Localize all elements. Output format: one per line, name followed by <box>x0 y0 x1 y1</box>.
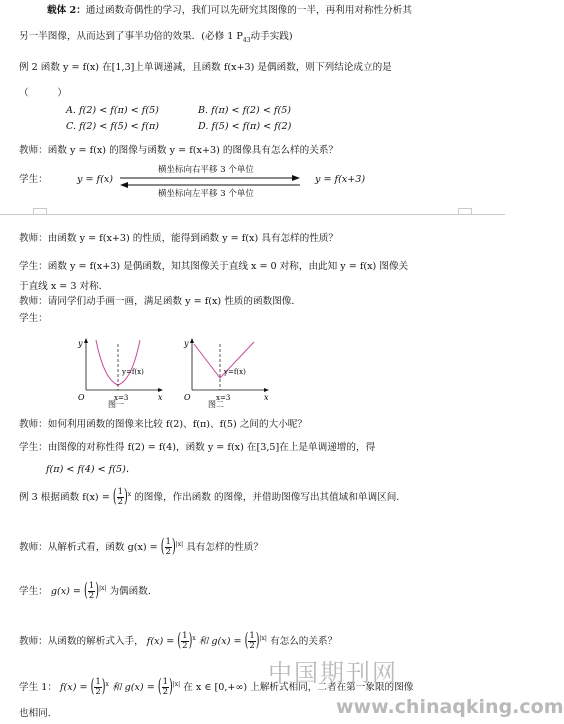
student-answer-2b: 于直线 x = 3 对称． <box>19 281 109 292</box>
teacher-question-6: 教师：从函数的解析式入手， f(x) = ( $\frac{1}{2}$ )$^x$ 和 g(x) = ( $\frac{1}{2}$ )$^{|x|}$ 有怎么的关系？ <box>19 630 338 652</box>
option-a: A. f(2) < f(π) < f(5) <box>66 105 159 116</box>
arrow-label-left: 横坐标向左平移 3 个单位 <box>158 189 254 199</box>
student-answer-6-end: 也相同. <box>19 708 51 719</box>
expr-fx-plus-3: y = f(x+3) <box>315 174 366 185</box>
watermark-cn: 中国期刊网 <box>268 659 398 687</box>
student-label-3: 学生： <box>19 313 48 324</box>
x-label: x <box>264 393 269 402</box>
page-separator <box>0 214 505 215</box>
example-3-line: 例 3 根据函数 f(x) = ( $\frac{1}{2}$ )$^x$ 的图像，作出函数 的图像，并借助图像写出其值域和单调区间. <box>19 486 400 508</box>
caption-1: 图一 <box>108 400 124 409</box>
vline-label: x=3 <box>114 394 129 402</box>
teacher-question-5: 教师：从解析式看，函数 g(x) = ( $\frac{1}{2}$ )$^{|x|}$ 具有怎样的性质？ <box>19 536 263 558</box>
expr-fx: y = f(x) <box>77 174 114 185</box>
y-label: y <box>184 339 189 348</box>
carrier-text: 通过函数奇偶性的学习，我们可以先研究其图像的一半，再利用对称性分析其 <box>85 5 412 16</box>
teacher-question-2: 教师：由函数 y = f(x+3) 的性质，能得到函数 y = f(x) 具有怎样的性质？ <box>19 233 339 244</box>
answer-paren: （ ） <box>19 88 67 99</box>
option-b: B. f(π) < f(2) < f(5) <box>198 105 292 116</box>
watermark-url: www.chinaqking.com <box>336 696 564 718</box>
option-c: C. f(2) < f(5) < f(π) <box>66 121 159 132</box>
student-answer-4a: 学生：由图像的对称性得 f(2) = f(4)，函数 y = f(x) 在[3,5]在上是单调递增的，得 <box>19 442 376 453</box>
caption-2: 图二 <box>208 400 224 409</box>
graph-2 <box>180 336 270 412</box>
page-corner-right <box>458 208 472 215</box>
page-corner-left <box>33 208 47 215</box>
student-answer-5: 学生： g(x) = ( $\frac{1}{2}$ )$^{|x|}$ 为偶函数. <box>19 580 151 602</box>
teacher-question-1: 教师：函数 y = f(x) 的图像与函数 y = f(x+3) 的图像具有怎么样的关系？ <box>19 145 339 156</box>
teacher-question-4: 教师：如何利用函数的图像来比较 f(2)、f(π)、f(5) 之间的大小呢？ <box>19 419 307 430</box>
teacher-prompt-3: 教师：请同学们动手画一画，满足函数 y = f(x) 性质的函数图像． <box>19 296 301 307</box>
example-2-text: 例 2 函数 y = f(x) 在[1,3]上单调递减，且函数 f(x+3) 是偶函数，则下列结论成立的是 <box>19 62 392 73</box>
vline-label: x=3 <box>216 394 231 402</box>
student-answer-6: 学生 1： f(x) = ( $\frac{1}{2}$ )$^x$ 和 g(x) = ( $\frac{1}{2}$ )$^{|x|}$ 在 x ∈ [0,+∞) 上解析式相同，二者在第一象限的图像 <box>19 676 414 698</box>
student-label-1: 学生： <box>19 174 48 185</box>
x-label: x <box>158 393 163 402</box>
option-d: D. f(5) < f(π) < f(2) <box>198 121 292 132</box>
y-label: y <box>78 339 83 348</box>
curve-label: y=f(x) <box>224 368 246 376</box>
origin-label: O <box>184 393 191 402</box>
carrier-label: 载体 2： <box>47 5 86 16</box>
curve-label: y=f(x) <box>122 368 144 376</box>
origin-label: O <box>78 393 85 402</box>
carrier-text-2: 另一半图像，从而达到了事半功倍的效果．(必修 1 $P_{43}$动手实践) <box>19 31 293 44</box>
transform-arrows <box>118 174 302 190</box>
student-answer-4b: f(π) < f(4) < f(5)． <box>46 464 136 475</box>
arrow-label-right: 横坐标向右平移 3 个单位 <box>158 165 254 175</box>
student-answer-2a: 学生：函数 y = f(x+3) 是偶函数，知其图像关于直线 x = 0 对称，由此知 y = f(x) 图像关 <box>19 261 409 272</box>
